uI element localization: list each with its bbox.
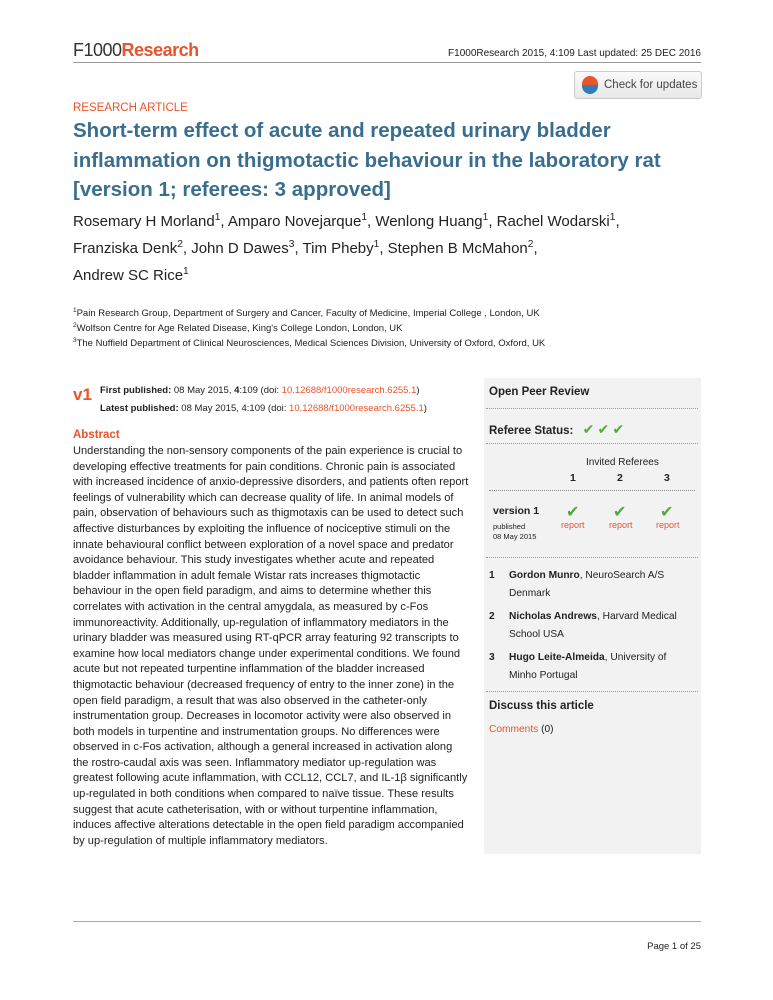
report-link[interactable]: report: [656, 520, 680, 530]
check-for-updates-button[interactable]: [574, 71, 702, 99]
referee-item: 2 Nicholas Andrews, Harvard Medical School USA: [489, 611, 677, 640]
article-type: RESEARCH ARTICLE: [73, 102, 188, 114]
peer-review-heading: Open Peer Review: [489, 386, 590, 398]
check-icon: ✔: [597, 421, 610, 437]
referee-number: 1: [570, 472, 576, 484]
header-rule: [73, 62, 701, 63]
check-icon: ✔: [566, 504, 580, 521]
page-number: Page 1 of 25: [647, 941, 701, 952]
abstract-text: Understanding the non-sensory components of the pain experience is crucial to developing effective treatments for pain conditions. Chronic pain is associated with increased incidence of anxio-depressive disorders, and patients often report feelings of vulnerability which can decrease quality of life. In animal models of pain, observation of behaviours such as thigmotaxis can be used to detect such affective disturbances by exploiting the influence of nociceptive stimuli on the innate behavioural conflict between exploration of a novel space and predator avoidance behaviour. This study investigates whether acute and repeated bladder inflammation in adult female Wistar rats increases thigmotactic behaviour in the open field paradigm, and aims to determine whether this correlates with activation in the central amygdala, as measured by c-Fos immunoreactivity. Additionally, up-regulation of inflammatory mediators in the urinary bladder was measured using RT-qPCR array featuring 92 transcripts to examine how local mediators change under experimental conditions. We found acute but not repeated turpentine inflammation of the bladder increased thigmotactic behaviour (decreased frequency of entry to the inner zone) in the open field paradigm, a result that was also observed in the catheter-only instrumentation group. Decreases in locomotor activity were also observed in both models in turpentine and instrumentation groups. No differences were observed in c-Fos activation, although a general increased in activation along the rostro-caudal axis was seen. Inflammatory mediator up-regulation was greatest following acute inflammation, with CCL12, CCL7, and IL-1β significantly up-regulated in both conditions when compared to naïve tissue. These results suggest that acute catheterisation, with or without turpentine inflammation, induces affective alterations detectable in the open field paradigm accompanied by up-regulation of multiple inflammatory mediators.: [73, 445, 469, 847]
author-list: Rosemary H Morland$^1$, Amparo Novejarque$^1$, Wenlong Huang$^1$, Rachel Wodarski$^1$, Franziska Denk$^2$, John D Dawes$^3$, Tim Pheby$^1$, Stephen B McMahon$^2$, Andrew SC Rice$^1$: [73, 212, 620, 284]
check-icon: ✔: [660, 504, 674, 521]
citation-line: F1000Research 2015, 4:109 Last updated: 25 DEC 2016: [448, 48, 701, 59]
footer-rule: [73, 921, 701, 922]
latest-published: Latest published: 08 May 2015, 4:109 (doi: 10.12688/f1000research.6255.1): [100, 403, 427, 414]
comments: Comments (0): [489, 724, 554, 735]
article-title: Short-term effect of acute and repeated urinary bladder inflammation on thigmotactic behaviour in the laboratory rat [version 1; referees: 3 approved]: [73, 119, 661, 201]
check-for-updates-label: Check for updates: [604, 79, 698, 91]
author[interactable]: Franziska Denk$^2$: [73, 239, 183, 257]
referee-number: 2: [617, 472, 623, 484]
divider: [486, 691, 698, 692]
published-date: 08 May 2015: [493, 532, 537, 541]
author[interactable]: John D Dawes$^3$: [191, 239, 295, 257]
author[interactable]: Stephen B McMahon$^2$: [387, 239, 534, 257]
f1000research-logo: [73, 40, 199, 61]
referee-number: 3: [664, 472, 670, 484]
author[interactable]: Andrew SC Rice$^1$: [73, 266, 189, 284]
referee-status: Referee Status: ✔ ✔ ✔: [489, 421, 625, 437]
check-icon: ✔: [613, 504, 627, 521]
doi-link[interactable]: 10.12688/f1000research.6255.1: [289, 403, 424, 414]
invited-referees-label: Invited Referees: [586, 457, 659, 468]
crossmark-icon: [582, 76, 598, 94]
divider: [489, 490, 695, 491]
check-icon: ✔: [612, 421, 625, 437]
version-badge: v1: [73, 385, 92, 404]
affiliation: $^1$Pain Research Group, Department of Surgery and Cancer, Faculty of Medicine, Imperial College , London, UK: [73, 306, 540, 319]
report-link[interactable]: report: [609, 520, 633, 530]
comments-link[interactable]: Comments: [489, 724, 539, 735]
version-label: version 1: [493, 505, 540, 517]
divider: [486, 557, 698, 558]
affiliations: [73, 306, 545, 351]
doi-link[interactable]: 10.12688/f1000research.6255.1: [281, 385, 417, 396]
author[interactable]: Rosemary H Morland$^1$: [73, 212, 221, 230]
publication-dates: [100, 382, 427, 418]
published-label: published: [493, 522, 526, 531]
abstract-heading: Abstract: [73, 429, 120, 441]
referee-item: 3 Hugo Leite-Almeida, University of Minho Portugal: [489, 652, 667, 681]
discuss-heading: Discuss this article: [489, 700, 594, 712]
check-icon: ✔: [582, 421, 595, 437]
author[interactable]: Wenlong Huang$^1$: [375, 212, 489, 230]
author[interactable]: Tim Pheby$^1$: [302, 239, 380, 257]
report-link[interactable]: report: [561, 520, 585, 530]
affiliation: $^3$The Nuffield Department of Clinical Neurosciences, Medical Sciences Division, University of Oxford, Oxford, UK: [73, 336, 546, 349]
logo-prefix: F1000: [73, 40, 122, 60]
referee-item: 1 Gordon Munro, NeuroSearch A/S Denmark: [489, 570, 665, 599]
referee-list: [489, 567, 694, 690]
first-published: First published: 08 May 2015, 4:109 (doi: 10.12688/f1000research.6255.1): [100, 385, 420, 396]
logo-suffix: Research: [121, 40, 199, 60]
divider: [486, 443, 698, 444]
affiliation: $^2$Wolfson Centre for Age Related Disease, King's College London, London, UK: [73, 321, 403, 334]
author[interactable]: Rachel Wodarski$^1$: [496, 212, 616, 230]
author[interactable]: Amparo Novejarque$^1$: [227, 212, 367, 230]
divider: [486, 408, 698, 409]
